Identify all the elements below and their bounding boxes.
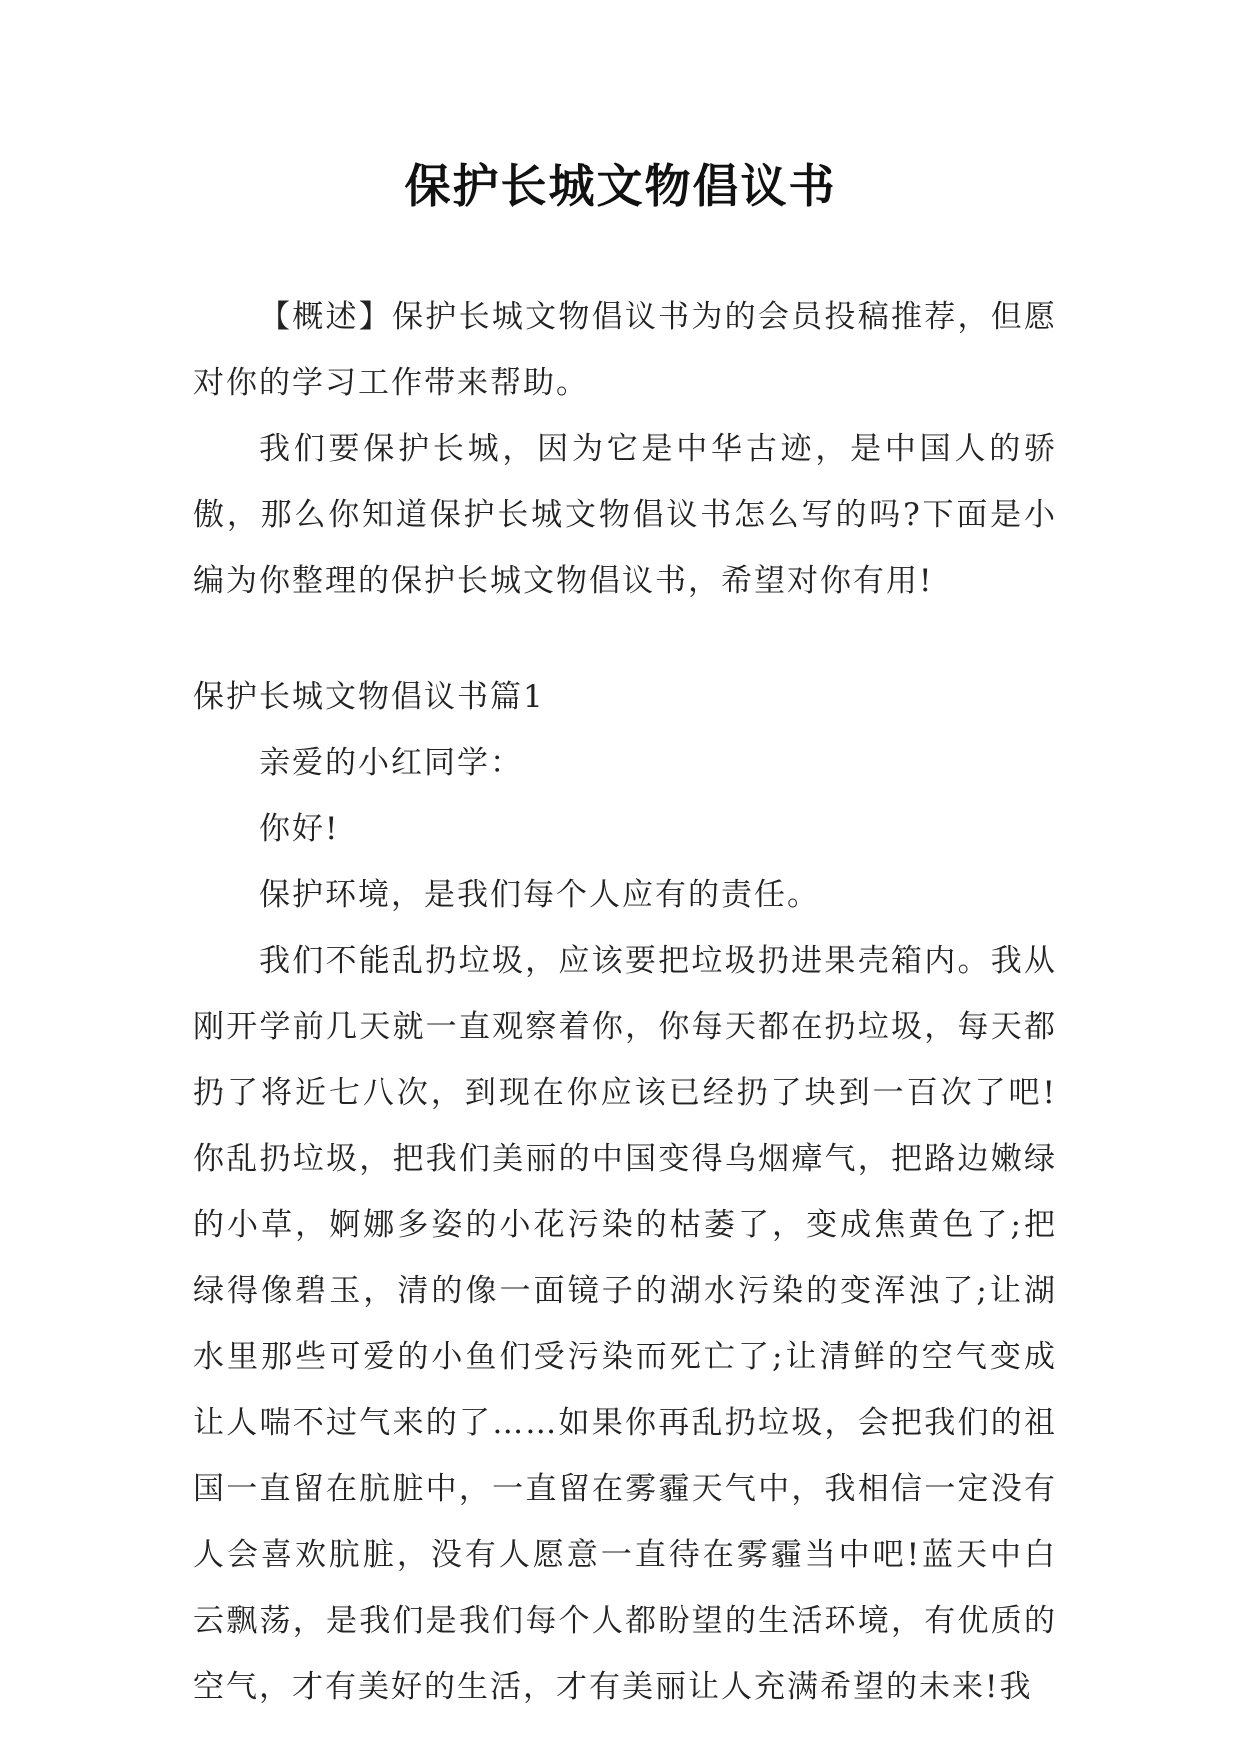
body-paragraph-2: 我们不能乱扔垃圾，应该要把垃圾扔进果壳箱内。我从刚开学前几天就一直观察着你，你每天都在扔垃圾，每天都扔了将近七八次，到现在你应该已经扔了块到一百次了吧!你乱扔垃圾，把我们美丽的中国变得乌烟瘴气，把路边嫩绿的小草，婀娜多姿的小花污染的枯萎了，变成焦黄色了;把绿得像碧玉，清的像一面镜子的湖水污染的变浑浊了;让湖水里那些可爱的小鱼们受污染而死亡了;让清鲜的空气变成让人喘不过气来的了……如果你再乱扔垃圾，会把我们的祖国一直留在肮脏中，一直留在雾霾天气中，我相信一定没有人会喜欢肮脏，没有人愿意一直待在雾霾当中吧!蓝天中白云飘荡，是我们是我们每个人都盼望的生活环境，有优质的空气，才有美好的生活，才有美丽让人充满希望的未来!我 [193, 943, 1057, 1705]
body-paragraph-1: 保护环境，是我们每个人应有的责任。 [259, 877, 820, 913]
section-spacer [193, 614, 1057, 664]
greeting-line: 亲爱的小红同学： [259, 745, 523, 781]
section-heading: 保护长城文物倡议书篇1 [193, 679, 545, 715]
summary-paragraph: 【概述】保护长城文物倡议书为的会员投稿推荐，但愿对你的学习工作带来帮助。 [193, 299, 1057, 401]
document-body [193, 284, 1057, 1720]
hello-line: 你好! [259, 811, 340, 847]
intro-paragraph: 我们要保护长城，因为它是中华古迹，是中国人的骄傲，那么你知道保护长城文物倡议书怎么写的吗?下面是小编为你整理的保护长城文物倡议书，希望对你有用! [193, 431, 1057, 599]
document-title: 保护长城文物倡议书 [404, 159, 837, 213]
